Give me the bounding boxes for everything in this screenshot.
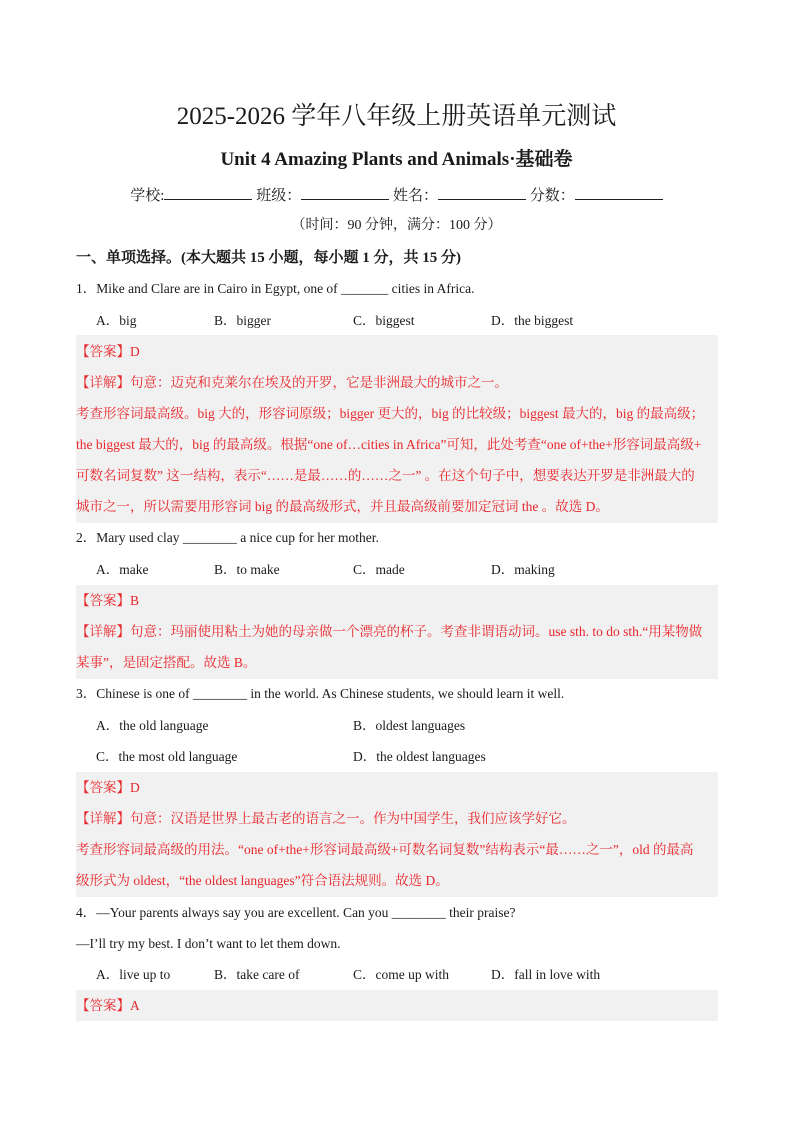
question-1-explain-line: 考查形容词最高级。big 大的，形容词原级；bigger 更大的，big 的比较级；biggest 最大的，big 的最高级； bbox=[76, 406, 705, 421]
question-2-answer bbox=[76, 591, 139, 611]
time-note: （时间：90 分钟，满分：100 分） bbox=[291, 218, 502, 233]
answer-label: 【答案】 bbox=[76, 780, 130, 795]
question-2-option-b: B．to make bbox=[214, 562, 280, 577]
question-1-answer bbox=[76, 342, 140, 362]
answer-value: D bbox=[130, 780, 140, 795]
question-1-explain-line: 城市之一，所以需要用形容词 big 的最高级形式，并且最高级前要加定冠词 the 。故选 D。 bbox=[76, 499, 609, 514]
question-2-option-a: A．make bbox=[96, 562, 149, 577]
answer-value: B bbox=[130, 593, 140, 608]
question-3-option-a: A．the old language bbox=[96, 718, 209, 733]
answer-value: D bbox=[130, 344, 140, 359]
explain-label: 【详解】 bbox=[76, 811, 130, 826]
explain-label: 【详解】 bbox=[76, 375, 130, 390]
answer-label: 【答案】 bbox=[76, 998, 130, 1013]
question-1-explain-line: the biggest 最大的，big 的最高级。根据“one of…cities in Africa”可知，此处考查“one of+the+形容词最高级+ bbox=[76, 437, 702, 452]
answer-label: 【答案】 bbox=[76, 593, 130, 608]
question-2-explain-line bbox=[76, 622, 702, 642]
name-label: 姓名： bbox=[392, 188, 438, 204]
question-3-answer bbox=[76, 778, 140, 798]
exam-title: 2025-2026 学年八年级上册英语单元测试 bbox=[176, 103, 617, 130]
student-info-row bbox=[0, 184, 793, 208]
question-4-option-c: C．come up with bbox=[353, 967, 449, 982]
question-4-option-d: D．fall in love with bbox=[491, 967, 601, 982]
school-label: 学校: bbox=[130, 188, 165, 204]
name-blank[interactable] bbox=[438, 185, 526, 200]
school-blank[interactable] bbox=[164, 185, 252, 200]
exam-subtitle: Unit 4 Amazing Plants and Animals·基础卷 bbox=[220, 149, 573, 170]
question-3-stem: 3．Chinese is one of ________ in the world. As Chinese students, we should learn it well. bbox=[76, 686, 565, 701]
class-blank[interactable] bbox=[301, 185, 389, 200]
question-3-explain-line bbox=[76, 809, 576, 829]
question-4-stem: 4．—Your parents always say you are excellent. Can you ________ their praise? bbox=[76, 905, 516, 920]
question-2-option-d: D．making bbox=[491, 562, 555, 577]
question-1-explain-line: 可数名词复数” 这一结构，表示“……是最……的……之一” 。在这个句子中，想要表达开罗是非洲最大的 bbox=[76, 468, 695, 483]
question-1-explain-line bbox=[76, 373, 508, 393]
answer-value: A bbox=[130, 998, 140, 1013]
question-1-option-a: A．big bbox=[96, 313, 137, 328]
question-4-option-a: A．live up to bbox=[96, 967, 171, 982]
question-3-option-c: C．the most old language bbox=[96, 749, 238, 764]
answer-label: 【答案】 bbox=[76, 344, 130, 359]
question-4-stem-reply: —I’ll try my best. I don’t want to let them down. bbox=[76, 936, 341, 951]
question-1-stem: 1．Mike and Clare are in Cairo in Egypt, one of _______ cities in Africa. bbox=[76, 281, 475, 296]
explain-text: 句意：汉语是世界上最古老的语言之一。作为中国学生，我们应该学好它。 bbox=[130, 811, 576, 826]
question-3-option-d: D．the oldest languages bbox=[353, 749, 486, 764]
section-title: 一、单项选择。(本大题共 15 小题，每小题 1 分，共 15 分) bbox=[76, 250, 461, 266]
explain-label: 【详解】 bbox=[76, 624, 130, 639]
score-blank[interactable] bbox=[575, 185, 663, 200]
class-label: 班级： bbox=[256, 188, 302, 204]
score-label: 分数： bbox=[529, 188, 575, 204]
question-3-explain-line: 考查形容词最高级的用法。“one of+the+形容词最高级+可数名词复数”结构表示“最……之一”，old 的最高 bbox=[76, 842, 694, 857]
explain-text: 句意：玛丽使用粘土为她的母亲做一个漂亮的杯子。考查非谓语动词。use sth. to do sth.“用某物做 bbox=[130, 624, 703, 639]
question-1-option-c: C．biggest bbox=[353, 313, 415, 328]
question-1-option-b: B．bigger bbox=[214, 313, 271, 328]
question-2-option-c: C．made bbox=[353, 562, 405, 577]
question-1-option-d: D．the biggest bbox=[491, 313, 574, 328]
question-3-option-b: B．oldest languages bbox=[353, 718, 466, 733]
question-2-explain-line: 某事”，是固定搭配。故选 B。 bbox=[76, 655, 257, 670]
question-4-answer bbox=[76, 996, 140, 1016]
explain-text: 句意：迈克和克莱尔在埃及的开罗，它是非洲最大的城市之一。 bbox=[130, 375, 508, 390]
question-4-option-b: B．take care of bbox=[214, 967, 300, 982]
question-1-answer-box bbox=[76, 335, 718, 523]
question-4-answer-box bbox=[76, 990, 718, 1021]
question-2-stem: 2．Mary used clay ________ a nice cup for her mother. bbox=[76, 530, 379, 545]
question-3-explain-line: 级形式为 oldest，“the oldest languages”符合语法规则。故选 D。 bbox=[76, 873, 449, 888]
